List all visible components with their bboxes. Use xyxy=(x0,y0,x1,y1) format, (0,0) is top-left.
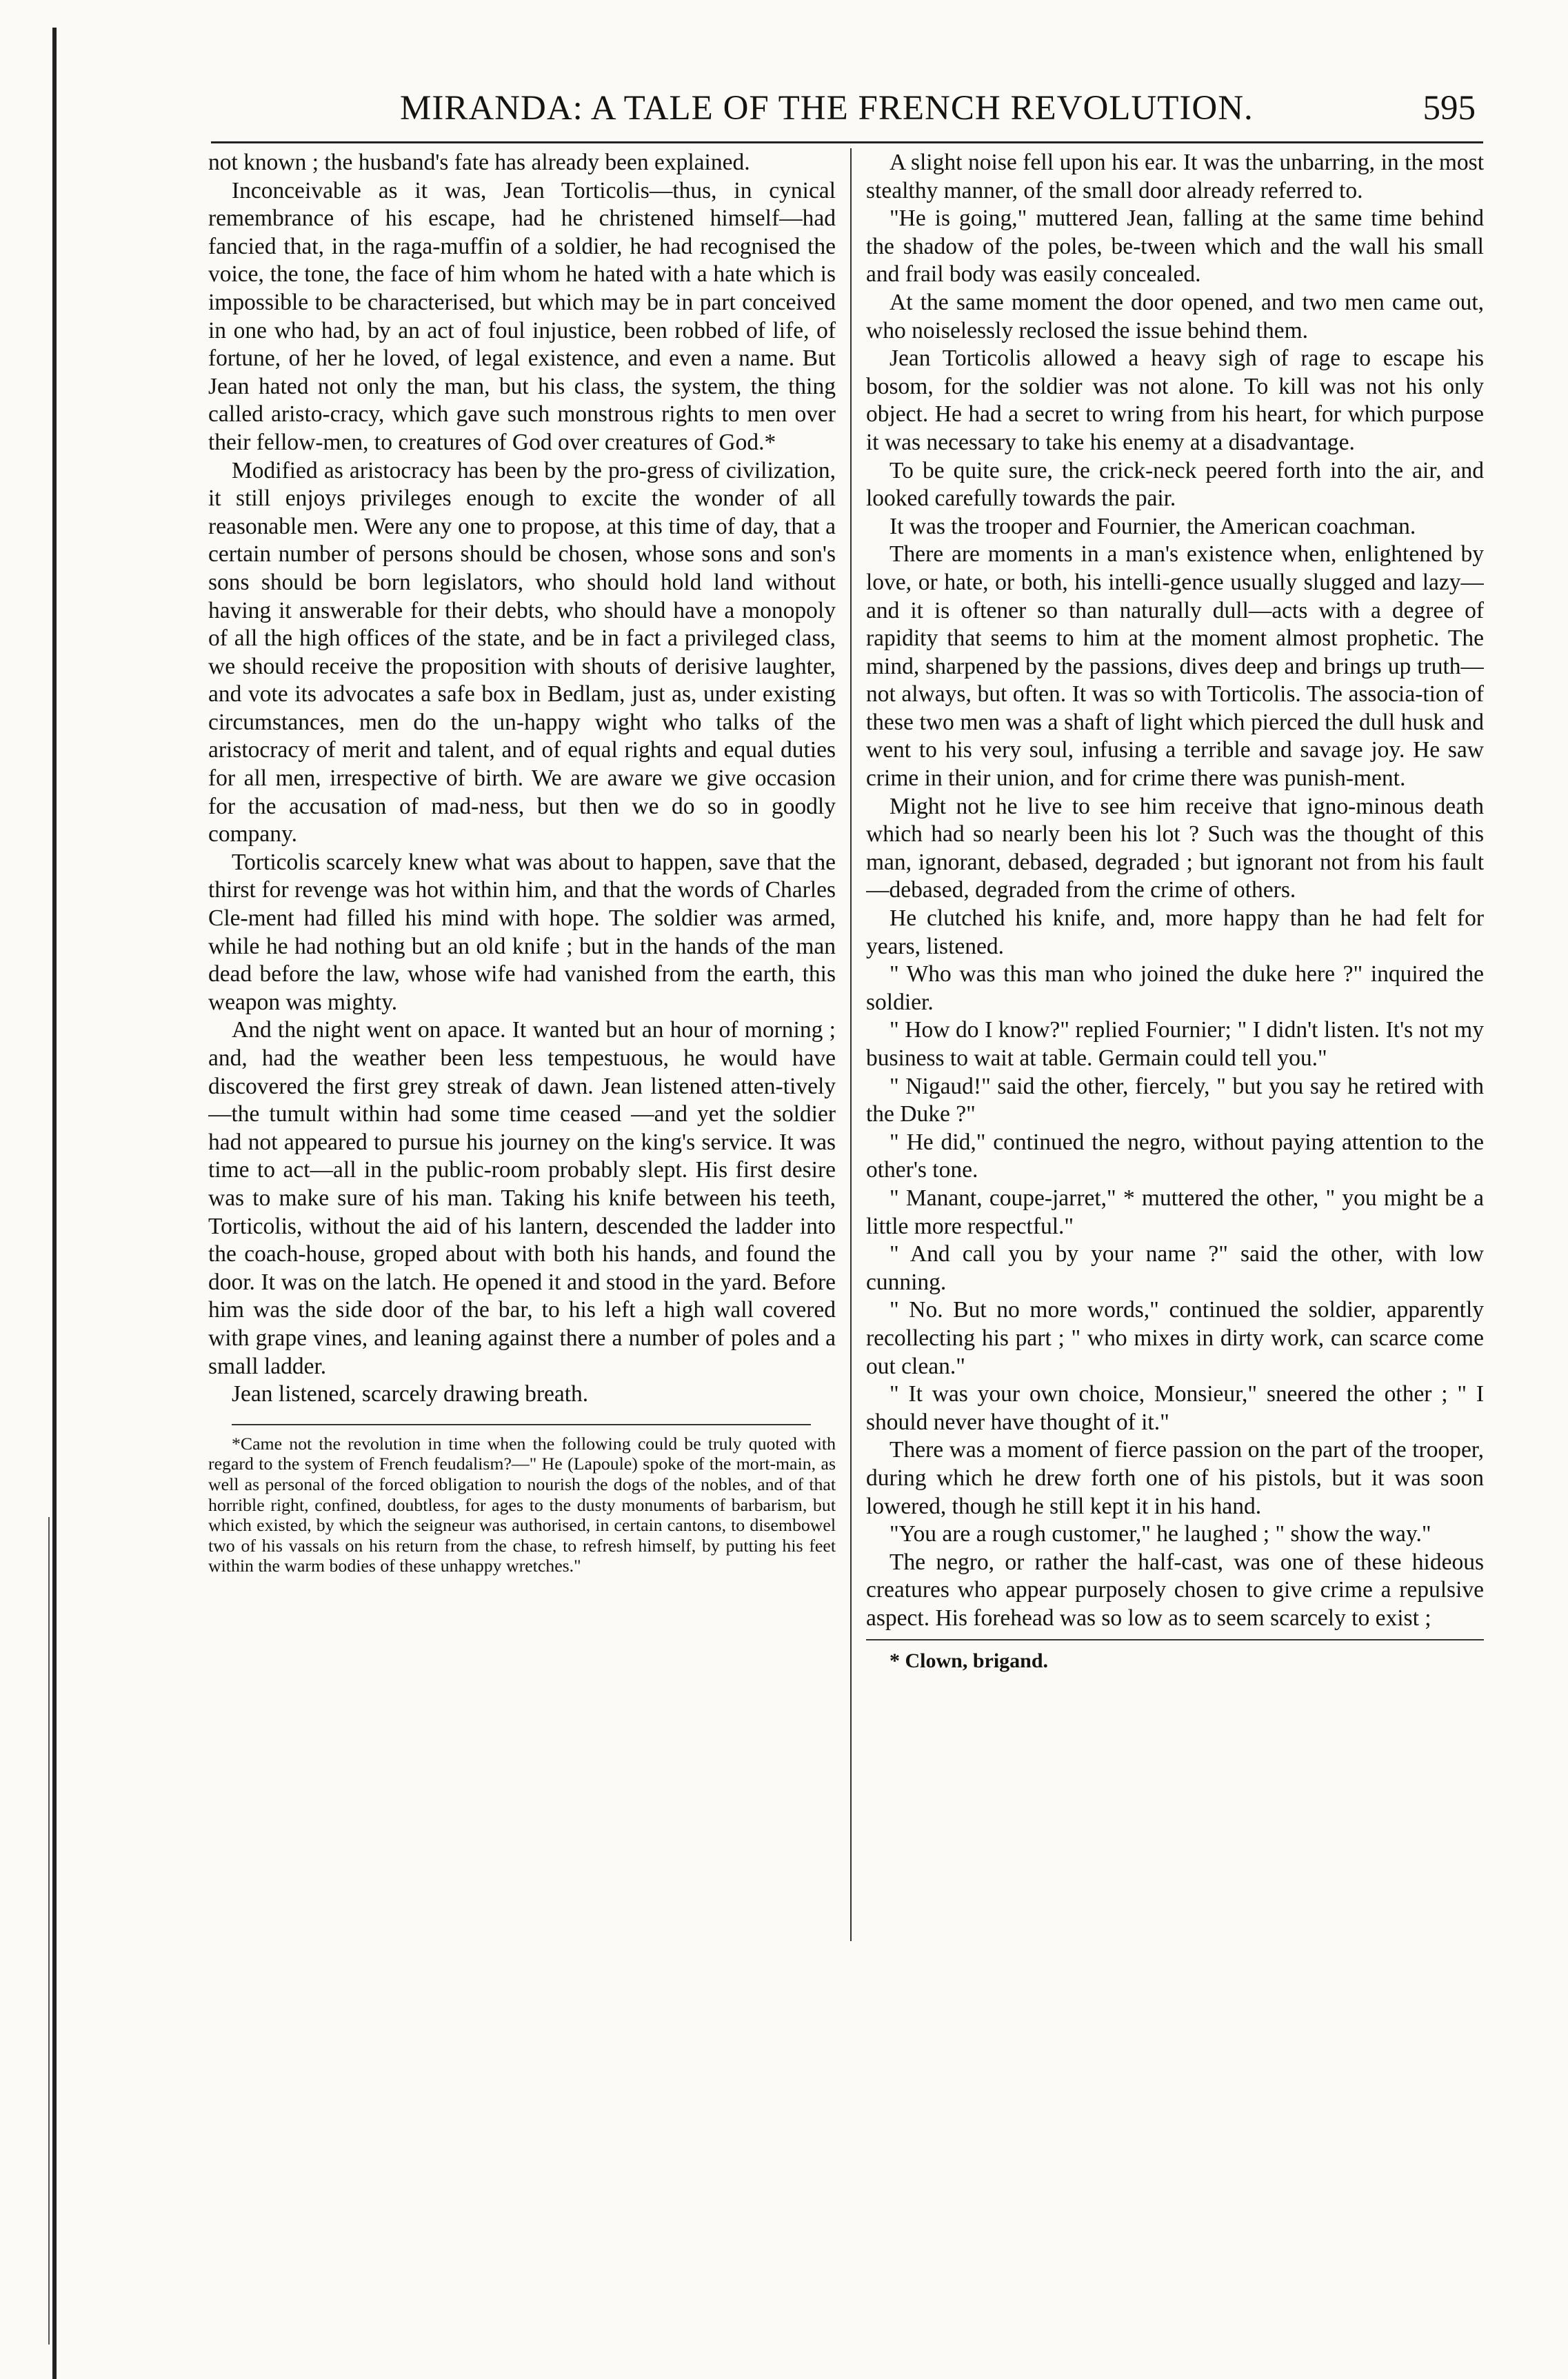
paragraph: Torticolis scarcely knew what was about to happen, save that the thirst for revenge was hot within him, and that the words of Charles Cle-ment had filled his mind with hope. The soldier was armed, while he had nothing but an old knife ; but in the hands of the man dead before the law, whose wife had vanished from the earth, this weapon was mighty. xyxy=(208,849,836,1015)
footnote: *Came not the revolution in time when the following could be truly quoted with regard to the system of French feudalism?—" He (Lapoule) spoke of the mort-main, as well as personal of the forced obligation to nourish the dogs of the nobles, and of that horrible right, confined, doubtless, for ages to the dusty monuments of barbarism, but which existed, by which the seigneur was authorised, in certain cantons, to disembowel two of his vassals on his return from the chase, to refresh himself, by putting his feet within the warm bodies of these unhappy wretches." xyxy=(208,1433,836,1576)
paragraph: There was a moment of fierce passion on the part of the trooper, during which he drew forth one of his pistols, but it was soon lowered, though he still kept it in his hand. xyxy=(866,1437,1484,1519)
binding-edge-line xyxy=(52,28,57,2379)
paragraph: Might not he live to see him receive that igno-minous death which had so nearly been his lot ? Such was the thought of this man, ignorant, debased, degraded ; but ignorant not from his fault—debased, degraded from the crime of others. xyxy=(866,793,1484,903)
paragraph: Modified as aristocracy has been by the pro-gress of civilization, it still enjoys privileges enough to excite the wonder of all reasonable men. Were any one to propose, at this time of day, that a certain number of persons should be chosen, whose sons and son's sons should be born legislators, who should hold land without having it answerable for their debts, who should have a monopoly of all the high offices of the state, and be in fact a privileged class, we should receive the proposition with shouts of derisive laughter, and vote its advocates a safe box in Bedlam, just as, under existing circumstances, men do the un-happy wight who talks of the aristocracy of merit and talent, and of equal rights and equal duties for all men, irrespective of birth. We are aware we give occasion for the accusation of mad-ness, but then we do so in goodly company. xyxy=(208,457,836,847)
paragraph: Jean Torticolis allowed a heavy sigh of rage to escape his bosom, for the soldier was not alone. To kill was not his only object. He had a secret to wring from his heart, for which purpose it was necessary to take his enemy at a disadvantage. xyxy=(866,345,1484,455)
paragraph: " How do I know?" replied Fournier; " I didn't listen. It's not my business to wait at table. Germain could tell you." xyxy=(866,1017,1484,1071)
binding-edge-line-thin xyxy=(48,1517,50,2345)
footnote: * Clown, brigand. xyxy=(889,1649,1049,1673)
paragraph: "He is going," muttered Jean, falling at the same time behind the shadow of the poles, be-tween which and the wall his small and frail body was easily concealed. xyxy=(866,205,1484,288)
paragraph: It was the trooper and Fournier, the American coachman. xyxy=(889,513,1416,539)
header-rule xyxy=(211,141,1483,143)
left-column xyxy=(208,149,836,2349)
paragraph: "You are a rough customer," he laughed ; " show the way." xyxy=(889,1521,1431,1547)
paragraph: " And call you by your name ?" said the other, with low cunning. xyxy=(866,1241,1484,1295)
paragraph: " It was your own choice, Monsieur," sneered the other ; " I should never have thought of it." xyxy=(866,1381,1484,1435)
paragraph: not known ; the husband's fate has already been explained. xyxy=(208,150,750,175)
paragraph: There are moments in a man's existence when, enlightened by love, or hate, or both, his intelli-gence usually slugged and lazy—and it is oftener so than naturally dull—acts with a degree of rapidity that seems to him at the moment almost prophetic. The mind, sharpened by the passions, dives deep and brings up truth—not always, but often. It was so with Torticolis. The associa-tion of these two men was a shaft of light which pierced the dull husk and went to his very soul, infusing a terrible and savage joy. He saw crime in their union, and for crime there was punish-ment. xyxy=(866,541,1484,792)
paragraph: " Manant, coupe-jarret," * muttered the other, " you might be a little more respectful." xyxy=(866,1185,1484,1239)
right-column xyxy=(866,149,1484,2349)
page-number: 595 xyxy=(1423,89,1476,128)
running-head xyxy=(207,88,1489,137)
paragraph: Jean listened, scarcely drawing breath. xyxy=(232,1381,589,1407)
paragraph: " No. But no more words," continued the soldier, apparently recollecting his part ; " who mixes in dirty work, can scarce come out clean." xyxy=(866,1297,1484,1379)
paragraph: He clutched his knife, and, more happy than he had felt for years, listened. xyxy=(866,905,1484,959)
paragraph: Inconceivable as it was, Jean Torticolis—thus, in cynical remembrance of his escape, had he christened himself—had fancied that, in the raga-muffin of a soldier, he had recognised the voice, the tone, the face of him whom he hated with a hate which is impossible to be characterised, but which may be in part conceived in one who had, by an act of foul injustice, been robbed of life, of fortune, of her he loved, of legal existence, and even a name. But Jean hated not only the man, but his class, the system, the thing called aristo-cracy, which gave such monstrous rights to men over their fellow-men, to creatures of God over creatures of God.* xyxy=(208,177,836,455)
paragraph: And the night went on apace. It wanted but an hour of morning ; and, had the weather been less tempestuous, he would have discovered the first grey streak of dawn. Jean listened atten-tively—the tumult within had some time ceased —and yet the soldier had not appeared to pursue his journey on the king's service. It was time to act—all in the public-room probably slept. His first desire was to make sure of his man. Taking his knife between his teeth, Torticolis, without the aid of his lantern, descended the ladder into the coach-house, groped about with both his hands, and found the door. It was on the latch. He opened it and stood in the yard. Before him was the side door of the bar, to his left a high wall covered with grape vines, and leaning against there a number of poles and a small ladder. xyxy=(208,1017,836,1379)
paragraph: At the same moment the door opened, and two men came out, who noiselessly reclosed the issue behind them. xyxy=(866,289,1484,343)
footnote-rule xyxy=(866,1639,1484,1640)
running-title: MIRANDA: A TALE OF THE FRENCH REVOLUTION. xyxy=(400,89,1254,128)
footnote-rule xyxy=(232,1424,811,1425)
column-divider xyxy=(850,148,852,1941)
paragraph: " Who was this man who joined the duke here ?" inquired the soldier. xyxy=(866,961,1484,1015)
paragraph: To be quite sure, the crick-neck peered forth into the air, and looked carefully towards the pair. xyxy=(866,457,1484,512)
paragraph: The negro, or rather the half-cast, was one of these hideous creatures who appear purposely chosen to give crime a repulsive aspect. His forehead was so low as to seem scarcely to exist ; xyxy=(866,1549,1484,1631)
paragraph: " Nigaud!" said the other, fiercely, " but you say he retired with the Duke ?" xyxy=(866,1073,1484,1127)
paragraph: " He did," continued the negro, without paying attention to the other's tone. xyxy=(866,1129,1484,1183)
paragraph: A slight noise fell upon his ear. It was the unbarring, in the most stealthy manner, of the small door already referred to. xyxy=(866,150,1484,203)
